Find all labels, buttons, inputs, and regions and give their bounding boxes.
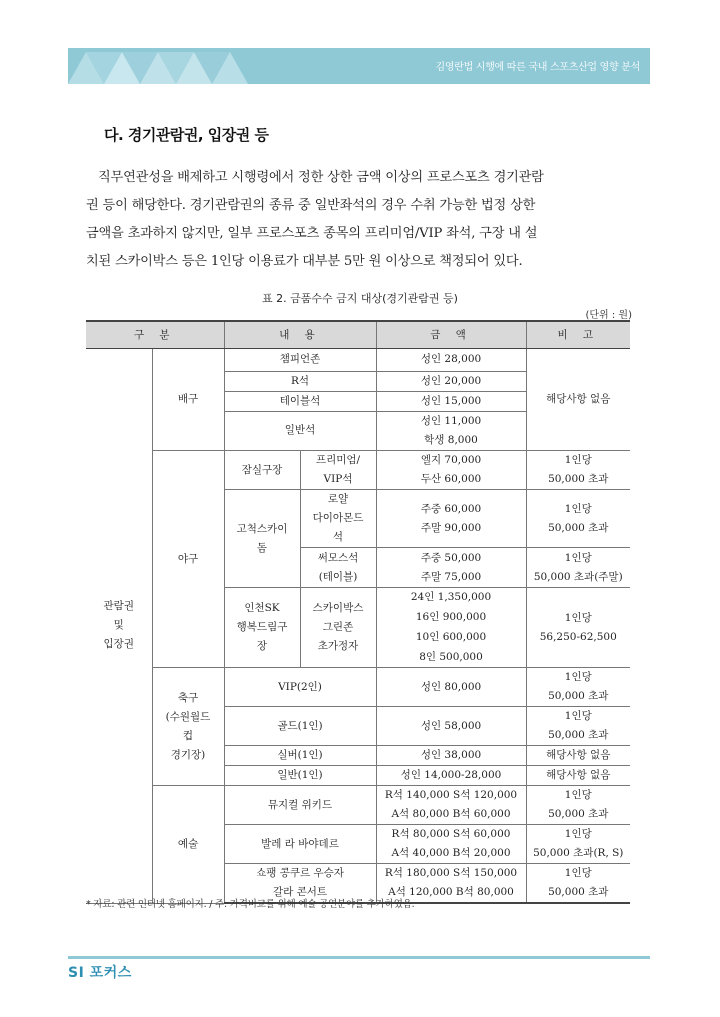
price-cell: 성인 38,000 xyxy=(376,746,526,766)
section-title: 다. 경기관람권, 입장권 등 xyxy=(104,126,269,144)
footer-divider xyxy=(68,956,650,959)
note-text: 50,000 초과(주말) xyxy=(533,570,623,583)
sport-cell-volleyball: 배구 xyxy=(152,348,224,451)
seat-cell xyxy=(300,588,376,668)
price-cell: 성인 11,000 xyxy=(376,411,526,431)
venue-text: 행복드림구 xyxy=(236,621,288,633)
note-cell xyxy=(526,707,630,746)
seat-text: 로얄 xyxy=(327,493,349,505)
item-cell: 골드(1인) xyxy=(224,707,376,746)
price-cell xyxy=(376,548,526,588)
note-text: 1인당 xyxy=(564,867,592,879)
price-cell xyxy=(376,825,526,864)
note-text: 1인당 xyxy=(564,671,592,683)
note-text: 1인당 xyxy=(564,710,592,722)
sport-text: 축구 xyxy=(177,691,199,704)
table-row xyxy=(86,668,630,707)
note-text: 50,000 초과 xyxy=(548,808,609,820)
note-cell: 해당사항 없음 xyxy=(526,348,630,451)
price-text: A석 40,000 B석 20,000 xyxy=(391,847,511,859)
header-band xyxy=(68,48,650,84)
venue-cell xyxy=(224,490,300,588)
price-text: R석 140,000 S석 120,000 xyxy=(384,789,518,801)
body-line: 직무연관성을 배제하고 시행령에서 정한 상한 금액 이상의 프로스포츠 경기관람 xyxy=(98,170,544,185)
note-text: 50,000 초과 xyxy=(548,521,609,534)
item-cell: VIP(2인) xyxy=(224,668,376,707)
note-text: 1인당 xyxy=(564,551,592,564)
item-text: 갈라 콘서트 xyxy=(272,886,328,898)
note-cell xyxy=(526,864,630,904)
price-text: 두산 60,000 xyxy=(420,473,482,485)
note-text: 1인당 xyxy=(564,502,592,515)
price-cell: 성인 80,000 xyxy=(376,668,526,707)
seat-text: 그린존 xyxy=(322,621,354,633)
note-text: 1인당 xyxy=(564,454,592,466)
note-text: 1인당 xyxy=(564,828,592,840)
note-text: 56,250-62,500 xyxy=(539,630,617,643)
body-line: 권 등이 해당한다. 경기관람권의 종류 중 일반좌석의 경우 수취 가능한 법정 상한 xyxy=(86,198,536,213)
footer-logo: SI 포커스 xyxy=(68,965,132,981)
price-text: 주말 90,000 xyxy=(420,521,482,534)
item-cell: 챔피언존 xyxy=(224,348,376,371)
seat-text: 프리미엄/ xyxy=(315,454,361,466)
header-note: 비 고 xyxy=(526,321,630,348)
sport-cell-baseball: 야구 xyxy=(152,451,224,668)
category-text: 입장권 xyxy=(103,638,134,650)
venue-text: 장 xyxy=(256,640,268,652)
price-text: R석 80,000 S석 60,000 xyxy=(391,828,511,840)
note-text: 50,000 초과 xyxy=(548,886,609,898)
note-text: 50,000 초과(R, S) xyxy=(533,847,624,859)
note-cell xyxy=(526,786,630,825)
item-cell: 발레 라 바야데르 xyxy=(224,825,376,864)
body-paragraph xyxy=(86,164,638,276)
price-cell: 성인 14,000-28,000 xyxy=(376,766,526,786)
price-text: A석 80,000 B석 60,000 xyxy=(391,808,511,820)
seat-text: 다이아몬드 xyxy=(312,512,364,524)
note-text: 50,000 초과 xyxy=(548,473,609,485)
note-cell xyxy=(526,451,630,490)
seat-cell xyxy=(300,451,376,490)
price-cell: 24인 1,350,000 xyxy=(376,588,526,608)
price-cell: 성인 20,000 xyxy=(376,371,526,391)
running-header-title: 김영란법 시행에 따른 국내 스포츠산업 영향 분석 xyxy=(435,62,640,73)
seat-text: 써모스석 xyxy=(317,551,359,564)
price-text: A석 120,000 B석 80,000 xyxy=(388,886,514,898)
price-cell xyxy=(376,490,526,548)
header-category: 구 분 xyxy=(86,321,224,348)
sport-cell-arts: 예술 xyxy=(152,786,224,904)
item-cell: 일반(1인) xyxy=(224,766,376,786)
price-text: 엘지 70,000 xyxy=(420,454,482,466)
seat-text: (테이블) xyxy=(318,570,358,583)
item-cell: 뮤지컬 위키드 xyxy=(224,786,376,825)
venue-cell xyxy=(224,588,300,668)
table-unit-label: (단위 : 원) xyxy=(585,310,632,321)
item-cell: 실버(1인) xyxy=(224,746,376,766)
category-cell xyxy=(86,348,152,903)
category-text: 및 xyxy=(113,619,124,631)
prohibited-items-table xyxy=(86,320,630,904)
venue-text: 고척스카이 xyxy=(236,522,288,535)
note-cell xyxy=(526,825,630,864)
seat-text: VIP석 xyxy=(323,473,353,485)
seat-cell xyxy=(300,490,376,548)
item-cell: R석 xyxy=(224,371,376,391)
sport-text: 컵 xyxy=(182,729,194,742)
header-amount: 금 액 xyxy=(376,321,526,348)
table-caption: 표 2. 금품수수 금지 대상(경기관람권 등) xyxy=(262,292,458,305)
price-cell: 성인 15,000 xyxy=(376,391,526,411)
table-row xyxy=(86,451,630,490)
body-line: 금액을 초과하지 않지만, 일부 프로스포츠 종목의 프리미엄/VIP 좌석, 구장 내 설 xyxy=(86,226,538,241)
sport-text: (수원월드 xyxy=(165,710,211,723)
price-text: R석 180,000 S석 150,000 xyxy=(384,867,518,879)
seat-cell xyxy=(300,548,376,588)
price-cell: 성인 58,000 xyxy=(376,707,526,746)
note-cell: 해당사항 없음 xyxy=(526,766,630,786)
seat-text: 스카이박스 xyxy=(312,602,364,614)
price-cell: 16인 900,000 xyxy=(415,611,487,623)
sport-cell-soccer xyxy=(152,668,224,786)
note-text: 1인당 xyxy=(564,611,592,624)
body-line: 치된 스카이박스 등은 1인당 이용료가 대부분 5만 원 이상으로 책정되어 있다. xyxy=(86,254,523,269)
seat-text: 석 xyxy=(332,531,344,543)
price-text: 주말 75,000 xyxy=(420,570,482,583)
category-text: 관람권 xyxy=(103,600,134,612)
header-content: 내 용 xyxy=(224,321,376,348)
note-cell xyxy=(526,668,630,707)
price-cell xyxy=(376,451,526,490)
price-cell xyxy=(376,786,526,825)
venue-text: 인천SK xyxy=(244,602,280,614)
note-cell xyxy=(526,490,630,548)
price-cell: 학생 8,000 xyxy=(376,431,526,451)
note-cell xyxy=(526,548,630,588)
table-row xyxy=(86,786,630,825)
table-footnote: * 자료: 관련 인터넷 홈페이지. / 주: 가격비교를 위해 예술 공연분야를 추가하였음. xyxy=(86,899,415,910)
note-text: 1인당 xyxy=(564,789,592,801)
item-text: 쇼팽 콩쿠르 우승자 xyxy=(256,867,344,879)
table-row xyxy=(86,348,630,371)
price-text: 주중 50,000 xyxy=(420,551,482,564)
price-cell: 8인 500,000 xyxy=(376,648,526,668)
venue-text: 돔 xyxy=(256,541,268,554)
note-cell: 해당사항 없음 xyxy=(526,746,630,766)
item-cell: 테이블석 xyxy=(224,391,376,411)
price-cell: 성인 28,000 xyxy=(376,348,526,371)
note-text: 50,000 초과 xyxy=(548,729,609,741)
item-cell: 일반석 xyxy=(224,411,376,451)
venue-cell: 잠실구장 xyxy=(224,451,300,490)
price-cell: 10인 600,000 xyxy=(415,631,487,643)
seat-text: 초가정자 xyxy=(317,640,359,652)
sport-text: 경기장) xyxy=(170,748,206,761)
note-cell xyxy=(526,588,630,668)
note-text: 50,000 초과 xyxy=(548,690,609,702)
table-header-row xyxy=(86,321,630,348)
price-text: 주중 60,000 xyxy=(420,502,482,515)
